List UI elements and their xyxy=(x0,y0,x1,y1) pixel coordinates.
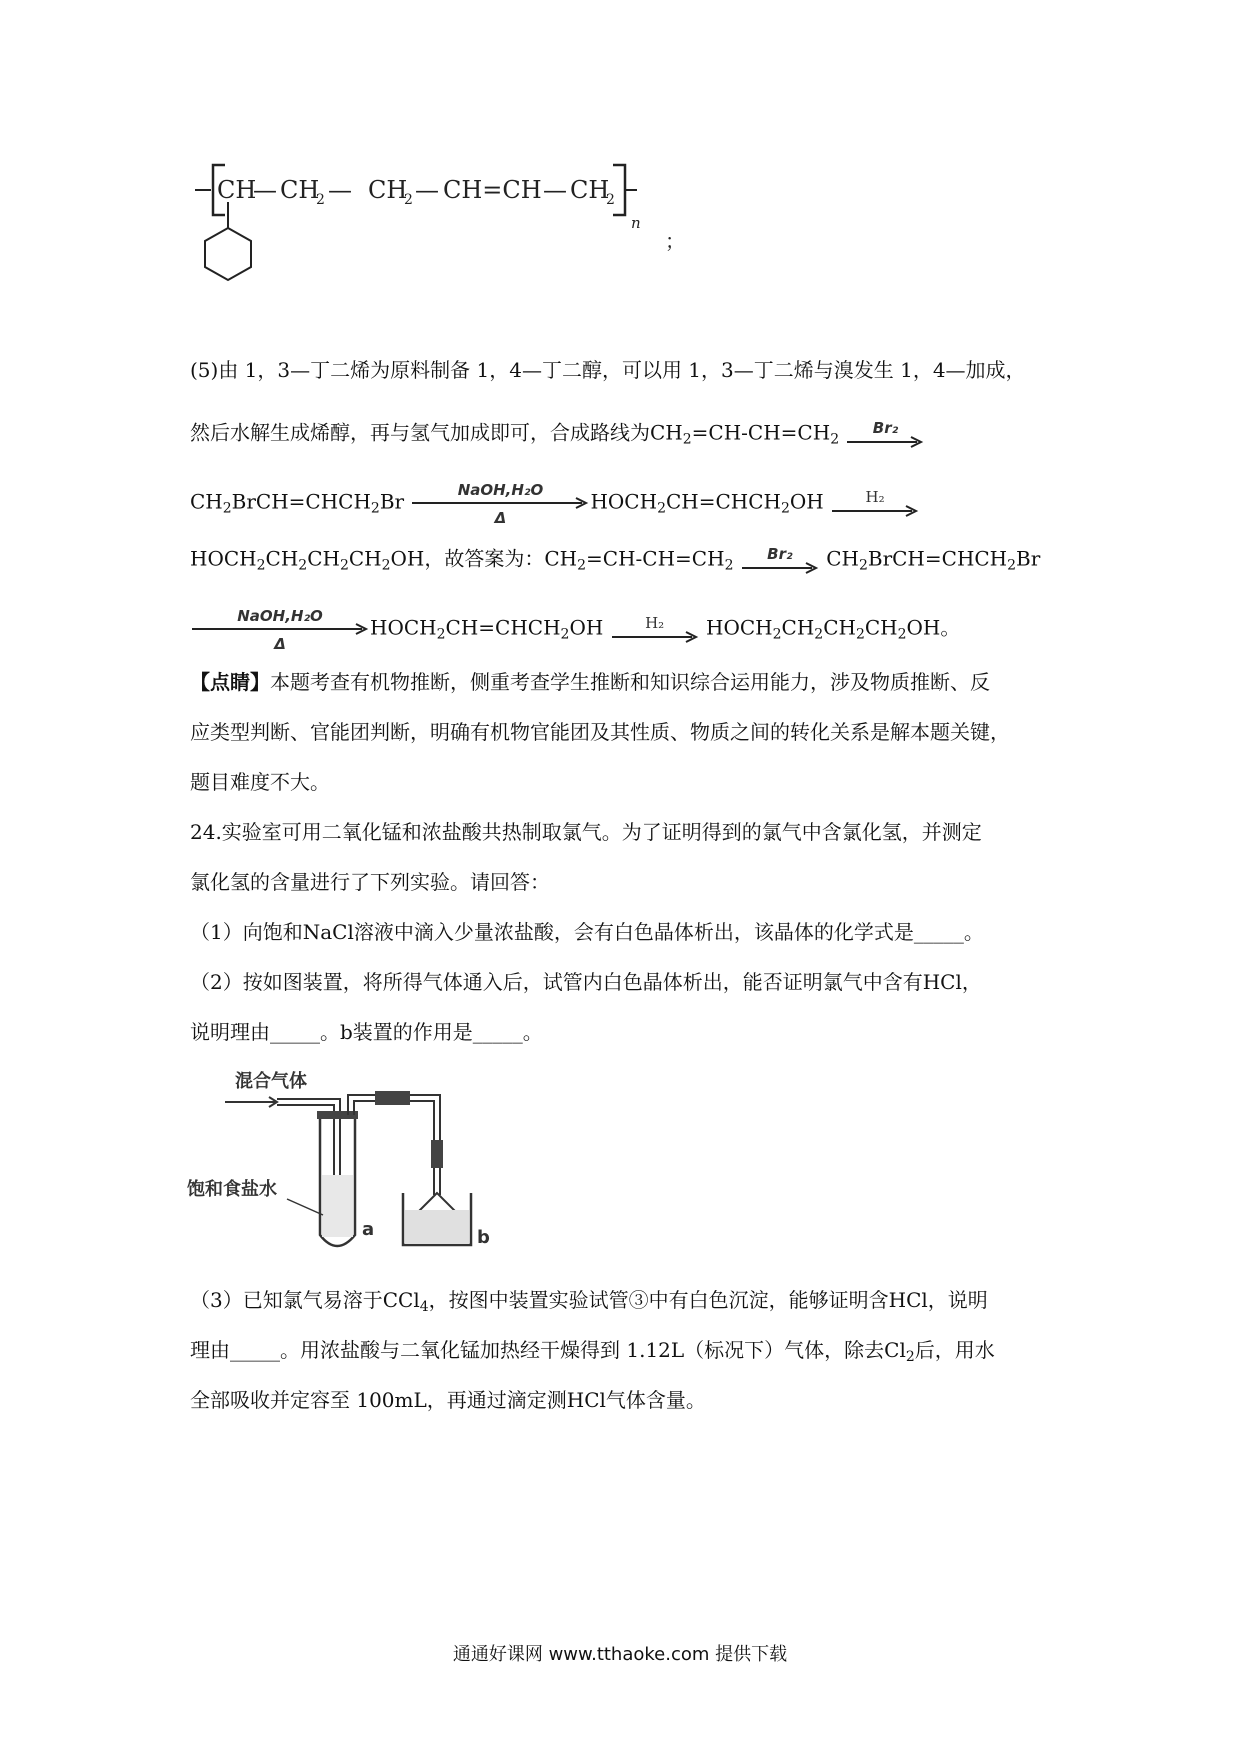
svg-text:2: 2 xyxy=(404,192,413,208)
polymer-unit-ch2c: CH xyxy=(570,176,610,204)
q24-part3a: （3）已知氯气易溶于CCl$_4$，按图中装置实验试管③中有白色沉淀，能够证明含HCl，说明 xyxy=(190,1288,988,1315)
polymer-unit-ch: CH xyxy=(217,176,257,204)
note-line1: 【点睛】本题考查有机物推断，侧重考查学生推断和知识综合运用能力，涉及物质推断、反 xyxy=(190,670,990,694)
polymer-semicolon: ； xyxy=(665,229,685,253)
reaction-arrow-br2-answer: Br₂ xyxy=(740,542,820,578)
polymer-unit-ch-ch: CH=CH xyxy=(443,176,542,204)
q24-line1: 24.实验室可用二氧化锰和浓盐酸共热制取氯气。为了证明得到的氯气中含氯化氢，并测定 xyxy=(190,820,982,844)
label-b: b xyxy=(477,1227,490,1248)
q5-line5: NaOH,H₂O Δ $HOCH_2CH=CHCH_2OH$ H₂ $HOCH_2CH_2CH_2CH_2OH$。 xyxy=(190,604,960,654)
svg-text:—: — xyxy=(415,176,439,204)
polymer-n: n xyxy=(631,214,641,232)
apparatus-figure xyxy=(187,1065,535,1250)
benzene-ring xyxy=(205,228,251,280)
svg-text:2: 2 xyxy=(606,192,615,208)
svg-text:2: 2 xyxy=(316,192,325,208)
svg-text:—: — xyxy=(328,176,352,204)
note-line3: 题目难度不大。 xyxy=(190,770,330,794)
reaction-arrow-naoh-answer: NaOH,H₂O Δ xyxy=(190,604,370,654)
reaction-arrow-h2-answer: H₂ xyxy=(610,611,700,647)
polymer-unit-ch2a: CH xyxy=(280,176,320,204)
label-mixed-gas: 混合气体 xyxy=(235,1071,307,1092)
note-line2: 应类型判断、官能团判断，明确有机物官能团及其性质、物质之间的转化关系是解本题关键， xyxy=(190,720,1010,744)
q5-line2: 然后水解生成烯醇，再与氢气加成即可，合成路线为$CH_2=CH-CH=CH_2$ Br₂ xyxy=(190,416,925,454)
reaction-arrow-br2: Br₂ xyxy=(845,416,925,452)
q24-part2b: 说明理由_____。b装置的作用是_____。 xyxy=(190,1020,543,1044)
q24-part2a: （2）按如图装置，将所得气体通入后，试管内白色晶体析出，能否证明氯气中含有HCl， xyxy=(190,970,982,994)
page-footer: 通通好课网 www.tthaoke.com 提供下载 xyxy=(452,1644,788,1665)
svg-text:—: — xyxy=(543,176,567,204)
q5-line3: $CH_2BrCH=CHCH_2Br$ NaOH,H₂O Δ $HOCH_2CH=CHCH_2OH$ H₂ xyxy=(190,478,920,528)
q5-line1: (5)由 1，3—丁二烯为原料制备 1，4—丁二醇，可以用 1，3—丁二烯与溴发生 1，4—加成， xyxy=(190,358,1026,382)
note-label: 【点睛】 xyxy=(190,670,270,694)
reaction-arrow-naoh: NaOH,H₂O Δ xyxy=(410,478,590,528)
polymer-structure xyxy=(195,160,755,310)
polymer-unit-ch2b: CH xyxy=(368,176,408,204)
q24-part3c: 全部吸收并定容至 100mL，再通过滴定测HCl气体含量。 xyxy=(190,1388,706,1412)
q24-part3b: 理由_____。用浓盐酸与二氧化锰加热经干燥得到 1.12L（标况下）气体，除去$Cl_2$后，用水 xyxy=(190,1338,995,1365)
svg-text:—: — xyxy=(253,176,277,204)
reaction-arrow-h2: H₂ xyxy=(830,485,920,521)
q24-line2: 氯化氢的含量进行了下列实验。请回答： xyxy=(190,870,550,894)
label-brine: 饱和食盐水 xyxy=(187,1179,277,1200)
q24-part1: （1）向饱和NaCl溶液中滴入少量浓盐酸，会有白色晶体析出，该晶体的化学式是_____。 xyxy=(190,920,984,944)
label-a: a xyxy=(362,1219,375,1240)
q5-line4: $HOCH_2CH_2CH_2CH_2OH$，故答案为：$CH_2=CH-CH=CH_2$ Br₂ $CH_2BrCH=CHCH_2Br$ xyxy=(190,542,1040,580)
